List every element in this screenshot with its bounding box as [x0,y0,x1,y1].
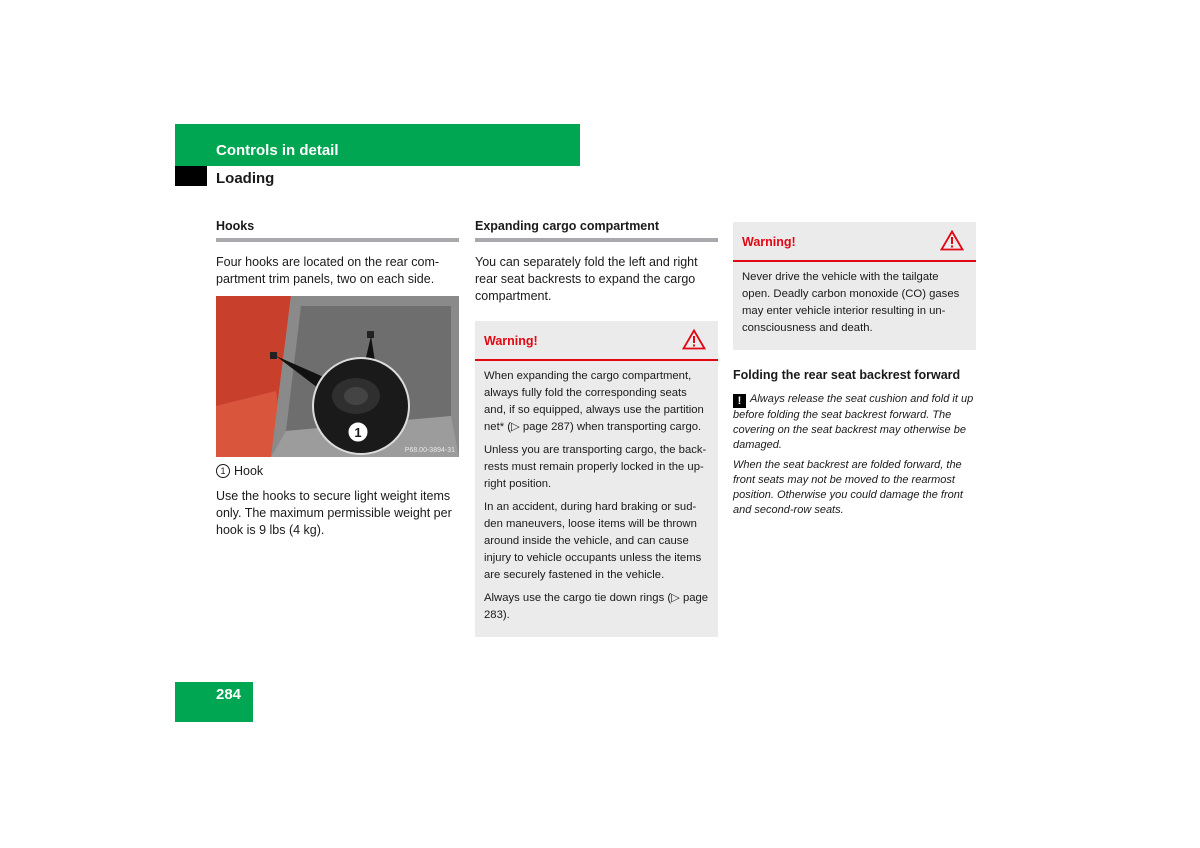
note-text: Always release the seat cushion and fold it up before folding the seat backrest forward. The covering on the seat backrest may otherwise be damaged. [733,393,974,451]
warning-box-tailgate [733,222,976,350]
hooks-body: Use the hooks to secure light weight items only. The maximum permissible weight per hook is 9 lbs (4 kg). [216,489,452,537]
warning-header [475,321,718,361]
caption-text: Hook [234,464,264,478]
warning-header [733,222,976,262]
warning-label: Warning! [742,235,796,249]
warning-triangle-icon [940,230,964,251]
hooks-heading: Hooks [216,219,459,242]
note-paragraph: When the seat backrest are folded forward, the front seats may not be moved to the rearmost position. Otherwise you could damage the front and second-row seats. [733,459,963,516]
column-expanding-cargo [475,219,718,637]
cargo-hook-illustration [216,296,459,457]
warning-triangle-icon [682,329,706,350]
chapter-title: Controls in detail [216,142,339,159]
exclamation-icon: ! [733,394,746,408]
expanding-cargo-heading: Expanding cargo compartment [475,219,718,242]
page-number-box [175,682,253,722]
note-paragraph [733,392,976,453]
section-marker [175,166,207,186]
photo-caption [216,463,459,480]
page-number: 284 [216,686,242,703]
callout-circle-1: 1 [216,464,230,478]
warning-paragraph: Never drive the vehicle with the tailgate open. Deadly carbon monoxide (CO) gases may enter vehicle interior resulting in un-consciousness and death. [742,271,960,334]
column-hooks [216,219,459,539]
section-title: Loading [216,170,275,187]
warning-paragraph: In an accident, during hard braking or sud-den maneuvers, loose items will be thrown around inside the vehicle, and can cause injury to vehicle occupants unless the items are securely fastened in the vehicle. [484,501,702,581]
folding-backrest-heading: Folding the rear seat backrest forward [733,368,961,382]
column-tailgate-folding [733,222,976,523]
warning-body [733,262,976,350]
expanding-cargo-intro: You can separately fold the left and right rear seat backrests to expand the cargo compartment. [475,255,698,303]
warning-label: Warning! [484,334,538,348]
warning-body [475,361,718,637]
hooks-intro: Four hooks are located on the rear com-partment trim panels, two on each side. [216,255,440,286]
photo-callout-number: 1 [354,425,362,440]
warning-box-cargo [475,321,718,637]
cargo-hook-photo [216,296,459,457]
warning-paragraph: Always use the cargo tie down rings (▷ page 283). [484,592,709,621]
photo-code: P68.00-3894-31 [404,447,455,454]
warning-paragraph: When expanding the cargo compartment, always fully fold the corresponding seats and, if so equipped, always use the partition net* (▷ page 287) when transporting cargo. [484,370,704,433]
warning-paragraph: Unless you are transporting cargo, the back-rests must remain properly locked in the up-right position. [484,444,707,490]
